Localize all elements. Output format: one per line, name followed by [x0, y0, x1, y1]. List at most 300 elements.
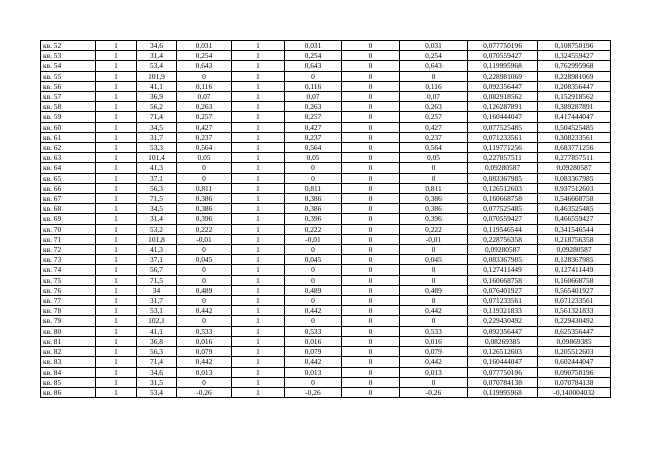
table-cell: 1	[232, 71, 285, 81]
table-cell: 0,811	[177, 183, 232, 193]
table-cell: 0	[400, 377, 468, 387]
table-cell: 0,160668758	[468, 194, 538, 204]
table-cell: 1	[96, 357, 137, 367]
table-cell: 0	[285, 245, 342, 255]
table-cell: 0,05	[177, 153, 232, 163]
table-cell: 1	[96, 194, 137, 204]
table-cell: 1	[232, 336, 285, 346]
table-cell: 56,3	[137, 183, 177, 193]
table-cell: 0,227857511	[468, 153, 538, 163]
table-cell: 1	[96, 326, 137, 336]
table-cell: 0,533	[285, 326, 342, 336]
table-cell: 0,937512603	[538, 183, 611, 193]
table-cell: 0,811	[285, 183, 342, 193]
table-cell: 0,504525485	[538, 122, 611, 132]
table-cell: 0,602444047	[538, 357, 611, 367]
table-cell: 0,229430492	[538, 316, 611, 326]
table-cell: 0	[400, 265, 468, 275]
table-cell: 1	[232, 153, 285, 163]
table-row	[41, 204, 611, 214]
table-cell: 0	[342, 275, 400, 285]
table-cell: кв. 83	[41, 357, 96, 367]
table-cell: 1	[96, 224, 137, 234]
table-cell: 1	[232, 265, 285, 275]
table-row	[41, 173, 611, 183]
table-cell: 0,152918562	[538, 92, 611, 102]
table-cell: 0,263	[177, 102, 232, 112]
table-cell: 0	[342, 214, 400, 224]
table-cell: кв. 75	[41, 275, 96, 285]
table-cell: 102,1	[137, 316, 177, 326]
table-row	[41, 347, 611, 357]
table-cell: 1	[232, 275, 285, 285]
table-cell: 0	[400, 275, 468, 285]
table-cell: 0	[177, 265, 232, 275]
table-cell: 0	[342, 296, 400, 306]
table-cell: 31,5	[137, 377, 177, 387]
table-cell: 0	[285, 173, 342, 183]
table-cell: 53,4	[137, 61, 177, 71]
table-cell: -0,26	[400, 387, 468, 397]
table-cell: 0	[342, 265, 400, 275]
table-cell: кв. 52	[41, 41, 96, 51]
table-cell: 0,257	[285, 112, 342, 122]
table-row	[41, 357, 611, 367]
table-cell: кв. 60	[41, 122, 96, 132]
table-cell: 0,160444047	[468, 357, 538, 367]
table-cell: 1	[96, 92, 137, 102]
table-cell: 0,565401927	[538, 285, 611, 295]
table-row	[41, 153, 611, 163]
table-row	[41, 336, 611, 346]
table-cell: кв. 54	[41, 61, 96, 71]
table-cell: 0	[342, 92, 400, 102]
table-cell: 1	[232, 285, 285, 295]
table-cell: 1	[232, 81, 285, 91]
table-cell: 0,127411449	[538, 265, 611, 275]
table-cell: 0,077750196	[468, 41, 538, 51]
table-cell: 0,324559427	[538, 51, 611, 61]
table-cell: 0,427	[177, 122, 232, 132]
table-cell: 0,564	[285, 143, 342, 153]
table-cell: 0,160668758	[468, 275, 538, 285]
table-cell: 1	[232, 387, 285, 397]
table-cell: 0,237	[400, 132, 468, 142]
table-cell: -0,26	[177, 387, 232, 397]
table-cell: 0,254	[177, 51, 232, 61]
table-cell: 0	[342, 122, 400, 132]
table-cell: 0	[342, 153, 400, 163]
table-cell: 0,254	[400, 51, 468, 61]
table-cell: 34,5	[137, 204, 177, 214]
table-row	[41, 306, 611, 316]
table-cell: 1	[96, 183, 137, 193]
table-cell: 1	[232, 143, 285, 153]
table-cell: 0,079	[177, 347, 232, 357]
table-cell: кв. 80	[41, 326, 96, 336]
table-cell: 34,5	[137, 122, 177, 132]
table-cell: 0,237	[285, 132, 342, 142]
table-cell: 0,07	[177, 92, 232, 102]
table-cell: 1	[96, 336, 137, 346]
table-cell: 0	[400, 316, 468, 326]
table-row	[41, 163, 611, 173]
table-cell: кв. 73	[41, 255, 96, 265]
table-cell: 0,386	[400, 204, 468, 214]
table-cell: 53,2	[137, 224, 177, 234]
table-cell: 71,4	[137, 357, 177, 367]
table-cell: кв. 78	[41, 306, 96, 316]
table-row	[41, 387, 611, 397]
table-row	[41, 143, 611, 153]
table-cell: кв. 72	[41, 245, 96, 255]
table-cell: 0,119771256	[468, 143, 538, 153]
table-cell: 0,108750196	[538, 41, 611, 51]
table-cell: -0,01	[285, 234, 342, 244]
table-cell: 0,016	[400, 336, 468, 346]
table-cell: 0	[177, 163, 232, 173]
table-cell: 71,5	[137, 194, 177, 204]
table-cell: 0	[177, 245, 232, 255]
table-cell: 0	[177, 71, 232, 81]
table-cell: 0,463525485	[538, 204, 611, 214]
table-cell: 0,386	[285, 194, 342, 204]
table-cell: 1	[232, 367, 285, 377]
table-cell: 0,442	[285, 357, 342, 367]
table-row	[41, 214, 611, 224]
table-cell: 0,09280587	[468, 245, 538, 255]
table-cell: 0,417444047	[538, 112, 611, 122]
table-cell: 0	[177, 173, 232, 183]
table-cell: 0,396	[285, 214, 342, 224]
table-cell: 1	[96, 387, 137, 397]
table-cell: 0,263	[400, 102, 468, 112]
table-cell: 1	[232, 183, 285, 193]
table-cell: 0	[342, 81, 400, 91]
table-cell: кв. 85	[41, 377, 96, 387]
table-cell: 0	[285, 316, 342, 326]
table-cell: 1	[232, 377, 285, 387]
table-cell: 0,05	[400, 153, 468, 163]
table-cell: 0,561321833	[538, 306, 611, 316]
table-cell: 0,013	[285, 367, 342, 377]
table-cell: 1	[96, 61, 137, 71]
table-cell: 0,160444047	[468, 112, 538, 122]
table-cell: 1	[232, 204, 285, 214]
table-cell: 0,090750196	[538, 367, 611, 377]
table-cell: 1	[96, 71, 137, 81]
table-cell: 0	[400, 163, 468, 173]
table-cell: 0,442	[177, 357, 232, 367]
table-cell: кв. 64	[41, 163, 96, 173]
table-cell: 0,119995968	[468, 61, 538, 71]
table-cell: 0,396	[177, 214, 232, 224]
table-cell: 0,07	[285, 92, 342, 102]
table-cell: 0,254	[285, 51, 342, 61]
table-cell: 31,4	[137, 214, 177, 224]
table-cell: 0,013	[177, 367, 232, 377]
table-cell: 0,386	[177, 204, 232, 214]
table-cell: 41,3	[137, 245, 177, 255]
table-cell: 1	[232, 316, 285, 326]
table-cell: 0	[285, 296, 342, 306]
table-cell: 0,09869385	[538, 336, 611, 346]
table-cell: кв. 81	[41, 336, 96, 346]
table-cell: 0,07	[400, 92, 468, 102]
table-cell: 1	[96, 255, 137, 265]
table-cell: 0,128367985	[538, 255, 611, 265]
table-row	[41, 61, 611, 71]
table-cell: 0	[342, 61, 400, 71]
table-cell: 1	[232, 51, 285, 61]
table-cell: 0,071233561	[468, 132, 538, 142]
table-cell: 0	[400, 71, 468, 81]
table-cell: 0,071233561	[468, 296, 538, 306]
table-cell: 0,533	[400, 326, 468, 336]
table-cell: кв. 77	[41, 296, 96, 306]
table-cell: 0,263	[285, 102, 342, 112]
table-cell: 0,082918562	[468, 92, 538, 102]
table-cell: -0,26	[285, 387, 342, 397]
table-cell: 0,045	[177, 255, 232, 265]
table-row	[41, 41, 611, 51]
table-row	[41, 234, 611, 244]
table-cell: 0,077750196	[468, 367, 538, 377]
table-cell: 56,7	[137, 265, 177, 275]
table-cell: 31,7	[137, 132, 177, 142]
table-cell: 0	[342, 306, 400, 316]
table-cell: 0	[342, 183, 400, 193]
table-cell: 0,160668758	[538, 275, 611, 285]
table-cell: 0	[342, 326, 400, 336]
table-cell: -0,01	[400, 234, 468, 244]
table-cell: 1	[232, 296, 285, 306]
table-cell: 1	[96, 112, 137, 122]
table-row	[41, 285, 611, 295]
table-body	[41, 41, 611, 398]
table-cell: 0,442	[177, 306, 232, 316]
table-row	[41, 194, 611, 204]
table-cell: 0,489	[177, 285, 232, 295]
table-cell: 0,564	[400, 143, 468, 153]
table-cell: 0,228756358	[468, 234, 538, 244]
table-cell: 53,4	[137, 387, 177, 397]
table-cell: 0,126287891	[468, 102, 538, 112]
table-cell: 0	[285, 71, 342, 81]
table-cell: 0,442	[400, 306, 468, 316]
table-cell: 0,643	[177, 61, 232, 71]
table-cell: 0	[285, 265, 342, 275]
table-cell: 0,218756358	[538, 234, 611, 244]
table-cell: 0,045	[285, 255, 342, 265]
table-cell: 53,1	[137, 306, 177, 316]
table-cell: 34,6	[137, 41, 177, 51]
table-cell: 0,489	[285, 285, 342, 295]
table-cell: 1	[232, 112, 285, 122]
table-cell: 1	[96, 377, 137, 387]
table-cell: 0	[342, 132, 400, 142]
table-cell: 0	[342, 51, 400, 61]
table-cell: 71,5	[137, 275, 177, 285]
table-cell: 56,2	[137, 102, 177, 112]
table-cell: 0,222	[285, 224, 342, 234]
table-cell: 1	[96, 122, 137, 132]
table-cell: 0,119546544	[468, 224, 538, 234]
table-cell: 0,077525485	[468, 122, 538, 132]
table-cell: 31,4	[137, 51, 177, 61]
table-cell: 1	[232, 194, 285, 204]
table-cell: 1	[96, 245, 137, 255]
table-cell: 0,228981069	[538, 71, 611, 81]
table-cell: 0,077525485	[468, 204, 538, 214]
table-cell: 0	[342, 102, 400, 112]
table-cell: 0	[342, 316, 400, 326]
table-cell: 31,7	[137, 296, 177, 306]
table-cell: 1	[96, 214, 137, 224]
table-cell: кв. 55	[41, 71, 96, 81]
table-cell: 1	[232, 163, 285, 173]
table-cell: 0,070559427	[468, 214, 538, 224]
table-cell: 0	[342, 173, 400, 183]
table-cell: 41,1	[137, 326, 177, 336]
table-cell: 0,222	[400, 224, 468, 234]
table-cell: 0,229430492	[468, 316, 538, 326]
table-cell: 0	[177, 316, 232, 326]
table-cell: 0	[400, 245, 468, 255]
table-cell: 0,341546544	[538, 224, 611, 234]
table-cell: 0,546668758	[538, 194, 611, 204]
table-cell: 0,126512603	[468, 347, 538, 357]
table-cell: кв. 59	[41, 112, 96, 122]
table-cell: кв. 58	[41, 102, 96, 112]
table-cell: кв. 56	[41, 81, 96, 91]
data-table	[40, 40, 611, 398]
table-cell: 0,08269385	[468, 336, 538, 346]
table-cell: 0	[285, 163, 342, 173]
table-cell: 0	[342, 245, 400, 255]
table-cell: 0	[177, 377, 232, 387]
table-cell: 0,083367985	[538, 173, 611, 183]
table-cell: 1	[96, 306, 137, 316]
table-cell: 41,1	[137, 81, 177, 91]
table-cell: 0	[342, 336, 400, 346]
table-cell: 101,9	[137, 71, 177, 81]
table-cell: 0,427	[285, 122, 342, 132]
table-cell: 0	[342, 255, 400, 265]
table-cell: 1	[232, 224, 285, 234]
table-cell: 1	[232, 326, 285, 336]
table-cell: 0	[177, 296, 232, 306]
table-cell: кв. 66	[41, 183, 96, 193]
table-cell: кв. 70	[41, 224, 96, 234]
table-row	[41, 265, 611, 275]
table-cell: 0,811	[400, 183, 468, 193]
table-cell: 1	[232, 92, 285, 102]
table-cell: кв. 86	[41, 387, 96, 397]
table-cell: 0,079	[285, 347, 342, 357]
table-cell: кв. 61	[41, 132, 96, 142]
table-cell: 1	[232, 306, 285, 316]
table-cell: 1	[232, 234, 285, 244]
table-cell: 0,083367985	[468, 173, 538, 183]
table-cell: 0	[342, 71, 400, 81]
table-cell: 1	[96, 316, 137, 326]
table-cell: 0,116	[285, 81, 342, 91]
table-cell: 1	[232, 122, 285, 132]
table-cell: 1	[96, 285, 137, 295]
table-cell: кв. 74	[41, 265, 96, 275]
table-cell: 1	[232, 255, 285, 265]
table-cell: кв. 82	[41, 347, 96, 357]
table-cell: 0,683771256	[538, 143, 611, 153]
table-cell: 0,116	[400, 81, 468, 91]
table-cell: 0,762995968	[538, 61, 611, 71]
table-cell: 0	[342, 112, 400, 122]
table-row	[41, 132, 611, 142]
table-row	[41, 102, 611, 112]
table-row	[41, 377, 611, 387]
table-row	[41, 367, 611, 377]
table-cell: 0	[342, 163, 400, 173]
table-cell: 1	[96, 296, 137, 306]
table-cell: 0,071233561	[538, 296, 611, 306]
table-cell: 0,092356447	[468, 81, 538, 91]
table-cell: 0,016	[177, 336, 232, 346]
table-cell: 1	[232, 102, 285, 112]
table-cell: 101,8	[137, 234, 177, 244]
table-cell: 0,389287891	[538, 102, 611, 112]
table-cell: 0,386	[177, 194, 232, 204]
table-cell: 1	[232, 173, 285, 183]
table-cell: 1	[96, 163, 137, 173]
table-row	[41, 296, 611, 306]
table-cell: кв. 79	[41, 316, 96, 326]
table-row	[41, 255, 611, 265]
table-cell: 1	[96, 347, 137, 357]
table-row	[41, 122, 611, 132]
table-cell: 0,031	[177, 41, 232, 51]
table-cell: кв. 76	[41, 285, 96, 295]
table-cell: 0,070784138	[538, 377, 611, 387]
table-cell: 36,9	[137, 92, 177, 102]
table-cell: 34,6	[137, 367, 177, 377]
table-cell: 0,116	[177, 81, 232, 91]
table-row	[41, 275, 611, 285]
table-cell: кв. 65	[41, 173, 96, 183]
table-cell: кв. 84	[41, 367, 96, 377]
table-cell: 1	[96, 275, 137, 285]
table-cell: 1	[96, 102, 137, 112]
table-cell: 0,257	[400, 112, 468, 122]
table-cell: 0,09280587	[538, 245, 611, 255]
table-cell: кв. 67	[41, 194, 96, 204]
table-cell: 0,308233561	[538, 132, 611, 142]
table-row	[41, 71, 611, 81]
table-cell: 71,4	[137, 112, 177, 122]
table-cell: 0,564	[177, 143, 232, 153]
table-cell: -0,140004032	[538, 387, 611, 397]
table-cell: 1	[96, 41, 137, 51]
table-cell: 0,533	[177, 326, 232, 336]
table-cell: 0	[342, 285, 400, 295]
table-cell: 0,070784138	[468, 377, 538, 387]
table-row	[41, 112, 611, 122]
table-cell: 0	[342, 224, 400, 234]
table-cell: кв. 71	[41, 234, 96, 244]
table-cell: 0,092356447	[468, 326, 538, 336]
table-cell: кв. 68	[41, 204, 96, 214]
table-cell: 0,09280587	[468, 163, 538, 173]
